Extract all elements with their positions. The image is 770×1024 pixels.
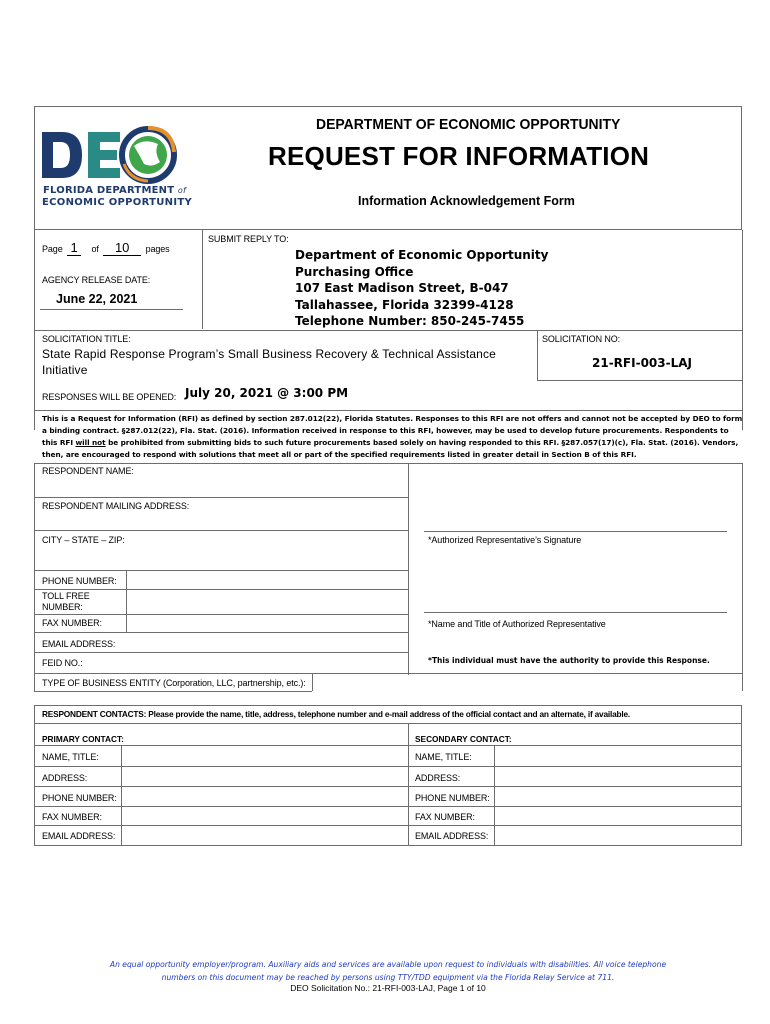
eeo-statement [40, 959, 736, 984]
solicitation-title-line: State Rapid Response Program’s Small Business Recovery & Technical Assistance [42, 347, 496, 361]
address-line: Department of Economic Opportunity [295, 248, 549, 262]
primary-name-title-label: NAME, TITLE: [42, 752, 99, 762]
authority-note: *This individual must have the authority to provide this Response. [428, 656, 710, 665]
primary-email-label: EMAIL ADDRESS: [42, 831, 116, 841]
logo-line1: FLORIDA DEPARTMENT of [43, 185, 187, 196]
name-title-label: *Name and Title of Authorized Representative [428, 619, 606, 629]
address-line: Tallahassee, Florida 32399-4128 [295, 297, 514, 312]
notice-line: then, are encouraged to respond with solutions that meet all or part of the specified requirements listed in greater detail in Section B of this RFI. [42, 450, 637, 459]
secondary-phone-label: PHONE NUMBER: [415, 793, 490, 803]
logo-line2: ECONOMIC OPPORTUNITY [42, 197, 193, 208]
solicitation-title-label: SOLICITATION TITLE: [42, 334, 131, 344]
primary-contact-label: PRIMARY CONTACT: [42, 734, 124, 744]
secondary-email-label: EMAIL ADDRESS: [415, 831, 489, 841]
toll-free-label [42, 591, 90, 613]
responses-opened-label: RESPONSES WILL BE OPENED: [42, 392, 177, 402]
primary-phone-label: PHONE NUMBER: [42, 793, 117, 803]
page-number: Page 1 of 10 pages [42, 240, 170, 255]
solicitation-title [42, 346, 496, 378]
notice-line: this RFI will not be prohibited from submitting bids to such future procurements based solely on having responded to this RFI. §287.057(17)(c), Fla. Stat. (2016). Vendors, [42, 438, 739, 447]
submit-reply-address [295, 247, 548, 330]
eeo-line: An equal opportunity employer/program. Auxiliary aids and services are available upon request to individuals with disabilities. All voice telephone [109, 960, 667, 969]
respondent-mailing-label: RESPONDENT MAILING ADDRESS: [42, 501, 190, 511]
business-type-label: TYPE OF BUSINESS ENTITY (Corporation, LLC, partnership, etc.): [42, 678, 306, 688]
notice-line: This is a Request for Information (RFI) as defined by section 287.012(22), Florida Statutes. Responses to this RFI are not offers and cannot not be accepted by DEO to form [42, 414, 743, 423]
contacts-header: RESPONDENT CONTACTS: Please provide the name, title, address, telephone number and e-mail address of the official contact and an alternate, if available. [42, 709, 630, 719]
secondary-address-label: ADDRESS: [415, 773, 461, 783]
primary-address-label: ADDRESS: [42, 773, 88, 783]
address-line: Purchasing Office [295, 264, 414, 279]
feid-label: FEID NO.: [42, 658, 83, 668]
address-line: Telephone Number: 850-245-7455 [295, 314, 525, 328]
primary-fax-label: FAX NUMBER: [42, 812, 102, 822]
address-line: 107 East Madison Street, B-047 [295, 281, 509, 295]
signature-label: *Authorized Representative’s Signature [428, 535, 582, 545]
page-title: REQUEST FOR INFORMATION [268, 141, 650, 171]
page-footer: DEO Solicitation No.: 21-RFI-003-LAJ, Page 1 of 10 [290, 983, 486, 993]
secondary-name-title-label: NAME, TITLE: [415, 752, 472, 762]
email-label: EMAIL ADDRESS: [42, 639, 116, 649]
submit-reply-label: SUBMIT REPLY TO: [208, 234, 289, 244]
secondary-contact-label: SECONDARY CONTACT: [415, 734, 512, 744]
solicitation-no-label: SOLICITATION NO: [542, 334, 621, 344]
fax-label: FAX NUMBER: [42, 618, 102, 628]
phone-label: PHONE NUMBER: [42, 576, 117, 586]
secondary-fax-label: FAX NUMBER: [415, 812, 475, 822]
toll-free-line: TOLL FREE [42, 591, 90, 601]
solicitation-no: 21-RFI-003-LAJ [592, 356, 692, 370]
solicitation-title-line: Initiative [42, 363, 88, 377]
responses-opened-date: July 20, 2021 @ 3:00 PM [185, 386, 349, 400]
notice-line: a binding contract. §287.012(22), Fla. Stat. (2016). Information received in response to this RFI, however, may be used to develop future procurements. Respondents to [42, 426, 729, 435]
agency-release-date: June 22, 2021 [56, 292, 138, 306]
toll-free-line: NUMBER: [42, 602, 83, 612]
city-state-zip-label: CITY – STATE – ZIP: [42, 535, 125, 545]
eeo-line: numbers on this document may be reached by persons using TTY/TDD equipment via the Florida Relay Service at 711. [161, 972, 615, 982]
rfi-notice [42, 413, 743, 461]
respondent-name-label: RESPONDENT NAME: [42, 466, 134, 476]
form-subtitle: Information Acknowledgement Form [358, 194, 575, 208]
agency-release-label: AGENCY RELEASE DATE: [42, 275, 151, 285]
department-name: DEPARTMENT OF ECONOMIC OPPORTUNITY [316, 116, 621, 133]
